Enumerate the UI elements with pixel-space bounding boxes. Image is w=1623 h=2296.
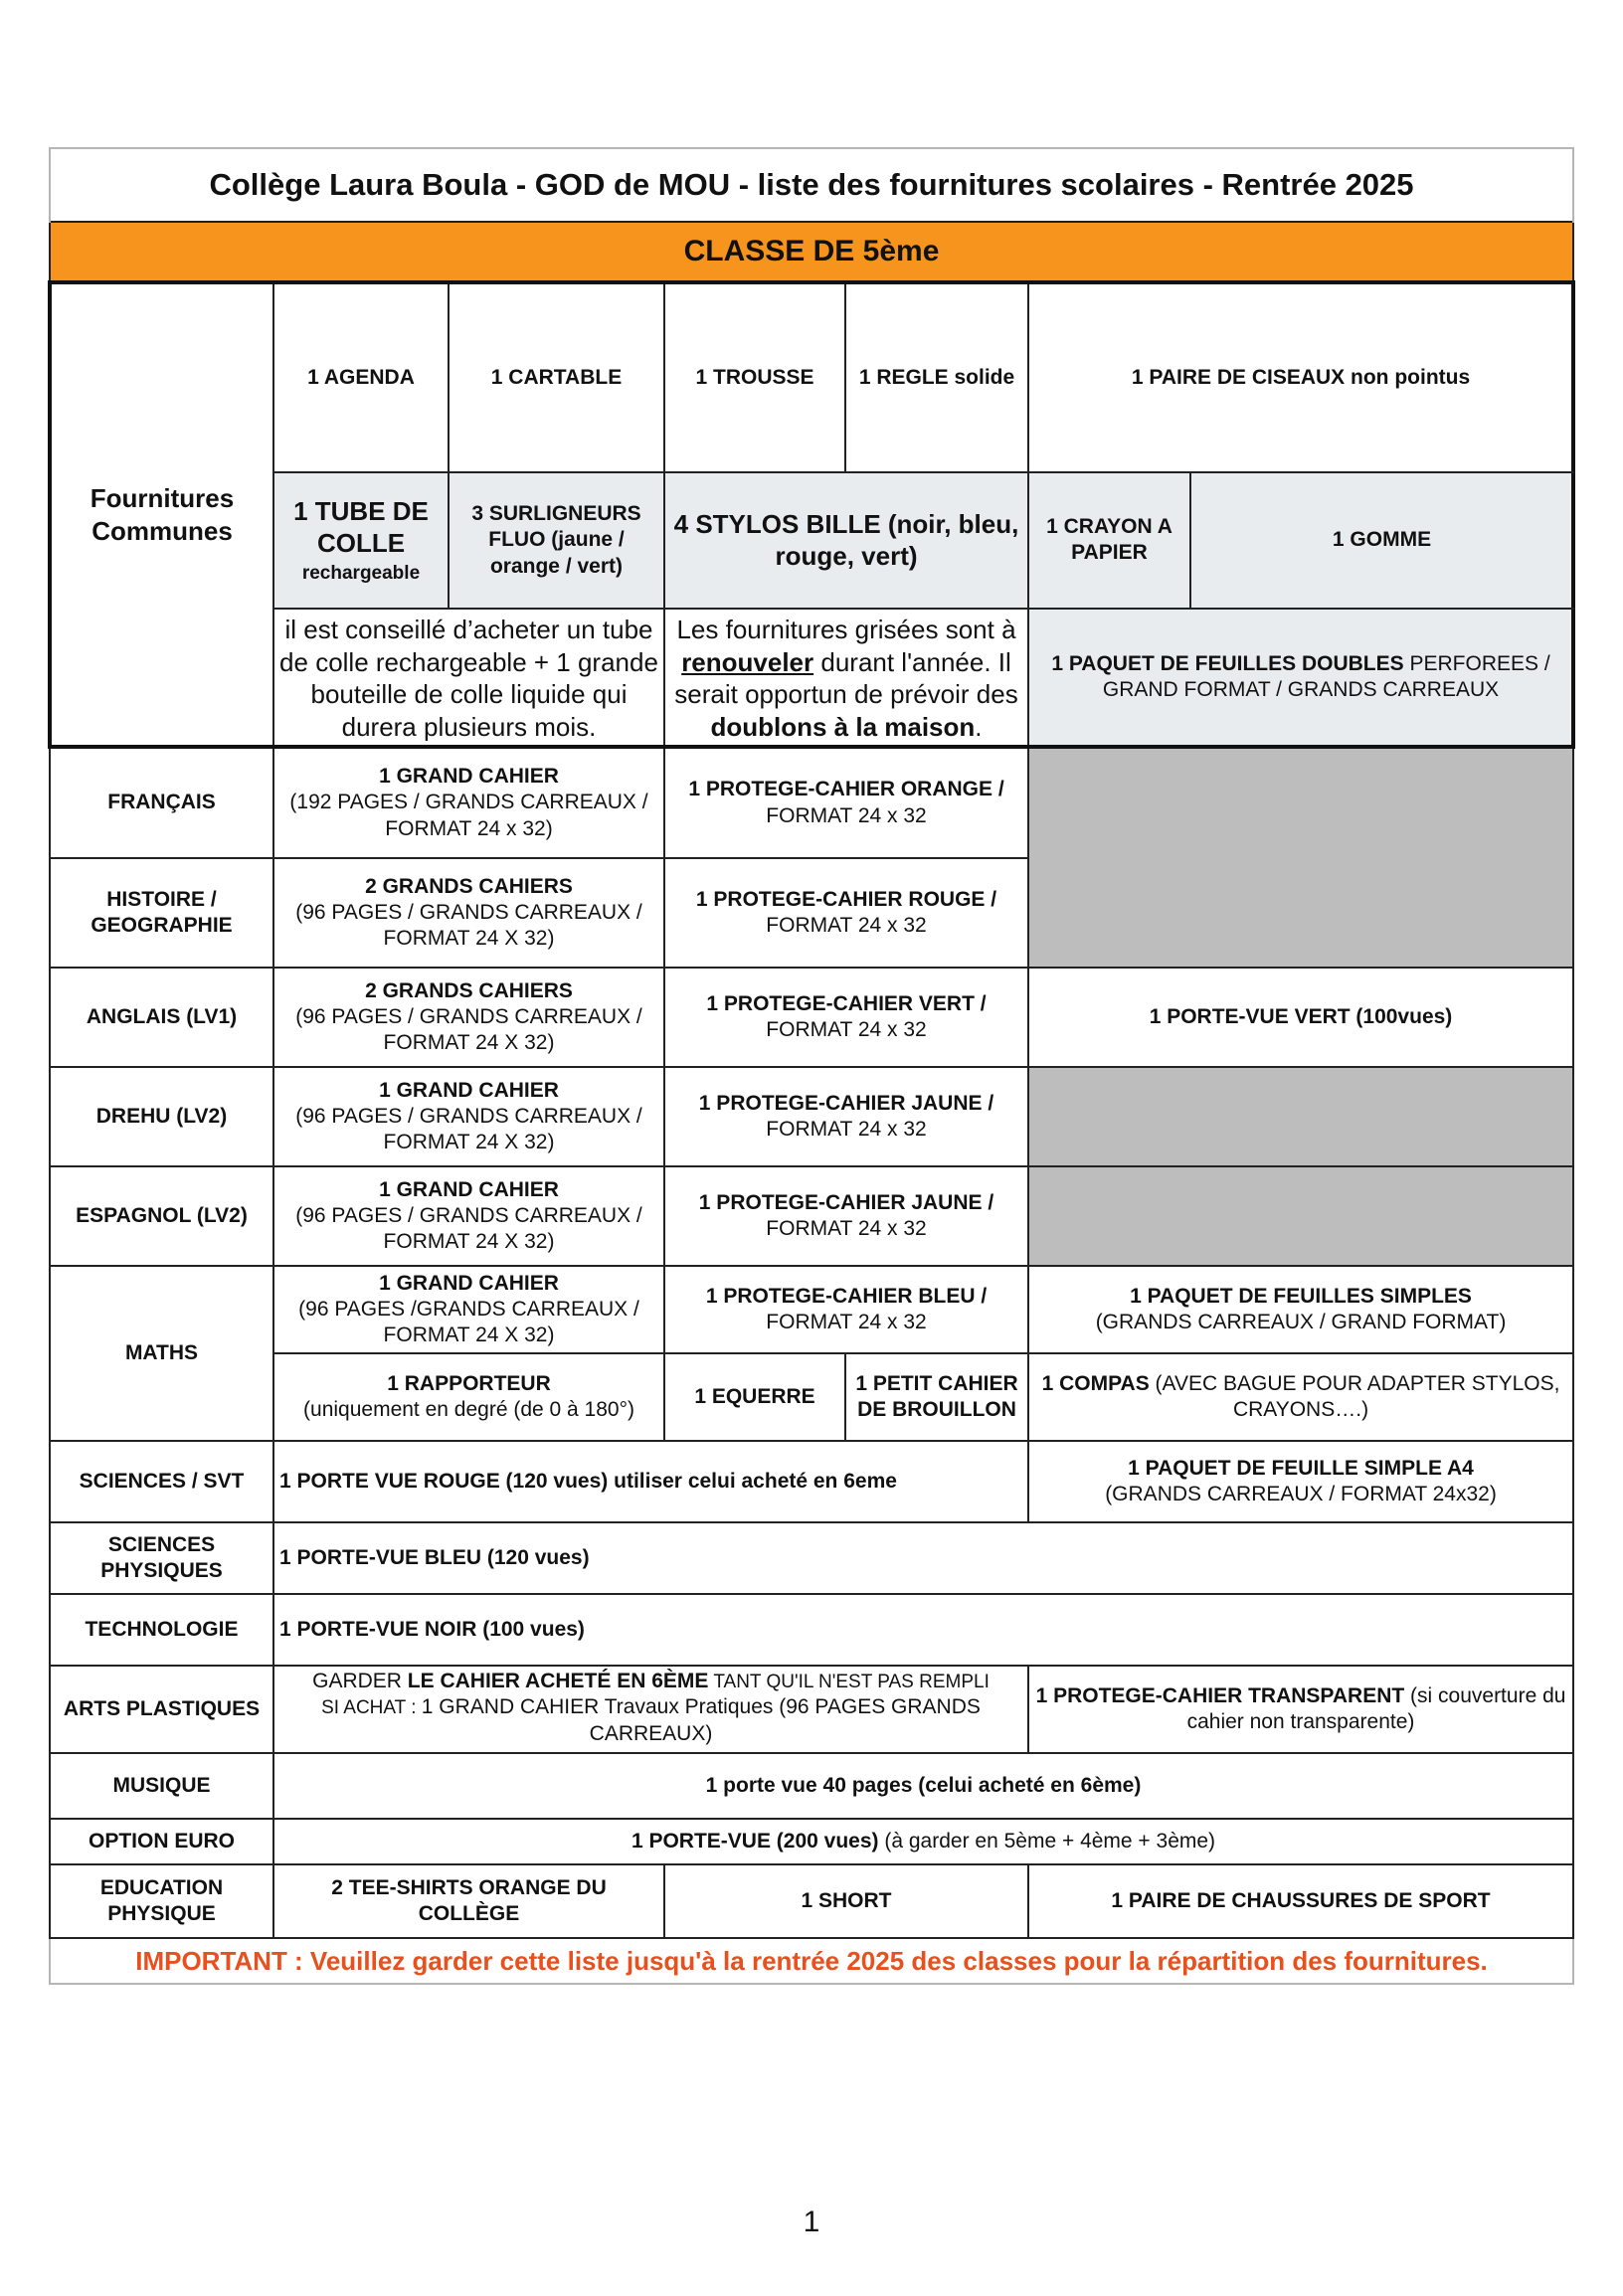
maths-equerre: 1 EQUERRE (664, 1353, 845, 1441)
maths-rapporteur (273, 1353, 664, 1441)
anglais-cahier-detail: (96 PAGES / GRANDS CARREAUX / FORMAT 24 X 32) (295, 1004, 642, 1055)
francais-protege-bold: 1 PROTEGE-CAHIER ORANGE / (688, 778, 1004, 801)
histoire-cahier-detail: (96 PAGES / GRANDS CARREAUX / FORMAT 24 X 32) (295, 900, 642, 951)
note-grisees-doublons: doublons à la maison (710, 711, 976, 742)
subject-euro: OPTION EURO (50, 1819, 273, 1864)
note-grisees (664, 609, 1028, 747)
anglais-protege-detail: FORMAT 24 x 32 (766, 1018, 927, 1041)
maths-feuilles-detail: (GRANDS CARREAUX / GRAND FORMAT) (1095, 1311, 1507, 1333)
francais-protege-detail: FORMAT 24 x 32 (766, 803, 927, 827)
document-title: Collège Laura Boula - GOD de MOU - liste des fournitures scolaires - Rentrée 2025 (50, 148, 1573, 222)
feuilles-doubles-detail: PERFOREES / GRAND FORMAT / GRANDS CARREAUX (1102, 651, 1550, 701)
histoire-protege-bold: 1 PROTEGE-CAHIER ROUGE / (695, 887, 997, 911)
subject-drehu: DREHU (LV2) (50, 1067, 273, 1166)
arts-tant: TANT QU'IL N'EST PAS REMPLI (708, 1672, 990, 1692)
anglais-protege (664, 968, 1028, 1067)
item-gomme: 1 GOMME (1190, 472, 1573, 609)
anglais-cahier (273, 968, 664, 1067)
item-regle: 1 REGLE solide (845, 282, 1028, 472)
maths-brouillon: 1 PETIT CAHIER DE BROUILLON (845, 1353, 1028, 1441)
eps-tshirts: 2 TEE-SHIRTS ORANGE DU COLLÈGE (273, 1864, 664, 1938)
arts-protege (1028, 1666, 1573, 1753)
conseil-colle (273, 609, 664, 747)
maths-rapporteur-detail: (uniquement en degré (de 0 à 180°) (303, 1398, 634, 1421)
arts-garder-bold: LE CAHIER ACHETÉ EN 6ÈME (407, 1670, 709, 1692)
maths-compas-bold: 1 COMPAS (1041, 1371, 1150, 1395)
subject-anglais: ANGLAIS (LV1) (50, 968, 273, 1067)
musique-item: 1 porte vue 40 pages (celui acheté en 6ème) (273, 1753, 1573, 1819)
item-cartable: 1 CARTABLE (449, 282, 664, 472)
supply-list-sheet (48, 147, 1571, 1985)
maths-compas (1028, 1353, 1573, 1441)
eps-chaussures: 1 PAIRE DE CHAUSSURES DE SPORT (1028, 1864, 1573, 1938)
note-grisees-renouveler: renouveler (681, 646, 814, 677)
maths-protege (664, 1266, 1028, 1353)
drehu-cahier-bold: 1 GRAND CAHIER (379, 1078, 559, 1102)
subject-musique: MUSIQUE (50, 1753, 273, 1819)
item-tube-colle (273, 472, 449, 609)
communes-label: Fournitures Communes (50, 282, 273, 747)
item-stylos: 4 STYLOS BILLE (noir, bleu, rouge, vert) (664, 472, 1028, 609)
physiques-porte-vue: 1 PORTE-VUE BLEU (120 vues) (273, 1522, 1573, 1594)
tube-colle-label: 1 TUBE DE COLLE (293, 495, 429, 559)
grey-filler (1028, 747, 1573, 968)
subject-physiques: SCIENCES PHYSIQUES (50, 1522, 273, 1594)
euro-item (273, 1819, 1573, 1864)
item-feuilles-doubles (1028, 609, 1573, 747)
grey-filler (1028, 1166, 1573, 1266)
subject-techno: TECHNOLOGIE (50, 1594, 273, 1666)
francais-cahier-detail: (192 PAGES / GRANDS CARREAUX / FORMAT 24 x 32) (289, 791, 648, 840)
espagnol-protege-bold: 1 PROTEGE-CAHIER JAUNE / (698, 1190, 994, 1214)
francais-cahier-bold: 1 GRAND CAHIER (379, 765, 559, 789)
subject-francais: FRANÇAIS (50, 747, 273, 858)
item-trousse: 1 TROUSSE (664, 282, 845, 472)
euro-item-detail: (à garder en 5ème + 4ème + 3ème) (878, 1829, 1216, 1853)
arts-si-achat: SI ACHAT : (321, 1697, 422, 1719)
maths-cahier-detail: (96 PAGES /GRANDS CARREAUX / FORMAT 24 X 32) (298, 1297, 639, 1347)
maths-feuilles (1028, 1266, 1573, 1353)
histoire-cahier (273, 858, 664, 968)
drehu-protege-bold: 1 PROTEGE-CAHIER JAUNE / (698, 1091, 994, 1115)
item-ciseaux: 1 PAIRE DE CISEAUX non pointus (1028, 282, 1573, 472)
conseil-colle-text: il est conseillé d’acheter un tube de colle rechargeable + 1 grande bouteille de colle liquide qui durera plusieurs mois. (279, 615, 658, 741)
maths-rapporteur-bold: 1 RAPPORTEUR (387, 1371, 551, 1395)
tube-colle-sub: rechargeable (301, 562, 421, 584)
arts-protege-detail: (si couverture du cahier non transparente) (1186, 1683, 1566, 1733)
arts-protege-bold: 1 PROTEGE-CAHIER TRANSPARENT (1035, 1683, 1405, 1707)
eps-short: 1 SHORT (664, 1864, 1028, 1938)
svt-porte-vue (273, 1441, 1028, 1522)
note-grisees-text-1: Les fournitures grisées sont à (676, 615, 1016, 644)
drehu-protege-detail: FORMAT 24 x 32 (766, 1118, 927, 1141)
page-number: 1 (803, 2206, 820, 2238)
techno-porte-vue: 1 PORTE-VUE NOIR (100 vues) (273, 1594, 1573, 1666)
euro-item-bold: 1 PORTE-VUE (200 vues) (631, 1829, 879, 1853)
arts-garder: GARDER (312, 1670, 408, 1692)
item-agenda: 1 AGENDA (273, 282, 449, 472)
svt-feuilles-bold: 1 PAQUET DE FEUILLE SIMPLE A4 (1128, 1456, 1474, 1480)
francais-cahier (273, 747, 664, 858)
espagnol-cahier (273, 1166, 664, 1266)
histoire-protege (664, 858, 1028, 968)
svt-porte-vue-count: (120 vues) (499, 1469, 615, 1493)
drehu-cahier-detail: (96 PAGES / GRANDS CARREAUX / FORMAT 24 X 32) (295, 1104, 642, 1154)
svt-porte-vue-note: utiliser celui acheté en 6eme (614, 1469, 897, 1493)
svt-feuilles-detail: (GRANDS CARREAUX / FORMAT 24x32) (1105, 1483, 1497, 1505)
espagnol-cahier-bold: 1 GRAND CAHIER (379, 1177, 559, 1201)
drehu-cahier (273, 1067, 664, 1166)
maths-protege-detail: FORMAT 24 x 32 (766, 1311, 927, 1333)
anglais-protege-bold: 1 PROTEGE-CAHIER VERT / (706, 991, 987, 1015)
note-grisees-text-3: . (975, 711, 983, 742)
arts-si-achat-detail: 1 GRAND CAHIER Travaux Pratiques (96 PAGES GRANDS CARREAUX) (421, 1695, 981, 1745)
subject-eps: EDUCATION PHYSIQUE (50, 1864, 273, 1938)
subject-maths: MATHS (50, 1266, 273, 1441)
item-crayon-papier: 1 CRAYON A PAPIER (1028, 472, 1190, 609)
item-surligneurs: 3 SURLIGNEURS FLUO (jaune / orange / vert) (449, 472, 664, 609)
maths-cahier-bold: 1 GRAND CAHIER (379, 1271, 559, 1295)
grey-filler (1028, 1067, 1573, 1166)
supply-table (48, 147, 1575, 1985)
espagnol-cahier-detail: (96 PAGES / GRANDS CARREAUX / FORMAT 24 X 32) (295, 1203, 642, 1254)
francais-protege (664, 747, 1028, 858)
subject-histoire: HISTOIRE / GEOGRAPHIE (50, 858, 273, 968)
svt-feuilles (1028, 1441, 1573, 1522)
espagnol-protege (664, 1166, 1028, 1266)
note-grisees-text-2: durant l'année. Il serait opportun de prévoir des (674, 646, 1018, 709)
subject-espagnol: ESPAGNOL (LV2) (50, 1166, 273, 1266)
espagnol-protege-detail: FORMAT 24 x 32 (766, 1217, 927, 1240)
maths-cahier (273, 1266, 664, 1353)
subject-arts: ARTS PLASTIQUES (50, 1666, 273, 1753)
maths-protege-bold: 1 PROTEGE-CAHIER BLEU / (705, 1284, 988, 1308)
maths-feuilles-bold: 1 PAQUET DE FEUILLES SIMPLES (1130, 1284, 1472, 1308)
maths-compas-detail: (AVEC BAGUE POUR ADAPTER STYLOS, CRAYONS….) (1149, 1371, 1560, 1421)
anglais-porte-vue: 1 PORTE-VUE VERT (100vues) (1028, 968, 1573, 1067)
drehu-protege (664, 1067, 1028, 1166)
class-label: CLASSE DE 5ème (50, 222, 1573, 282)
arts-cahier (273, 1666, 1028, 1753)
subject-svt: SCIENCES / SVT (50, 1441, 273, 1522)
histoire-protege-detail: FORMAT 24 x 32 (766, 914, 927, 937)
histoire-cahier-bold: 2 GRANDS CAHIERS (365, 874, 573, 898)
important-note: IMPORTANT : Veuillez garder cette liste jusqu'à la rentrée 2025 des classes pour la répartition des fournitures. (50, 1938, 1573, 1984)
svt-porte-vue-bold: 1 PORTE VUE ROUGE (279, 1469, 500, 1493)
anglais-cahier-bold: 2 GRANDS CAHIERS (365, 978, 573, 1002)
feuilles-doubles-bold: 1 PAQUET DE FEUILLES DOUBLES (1051, 651, 1404, 675)
